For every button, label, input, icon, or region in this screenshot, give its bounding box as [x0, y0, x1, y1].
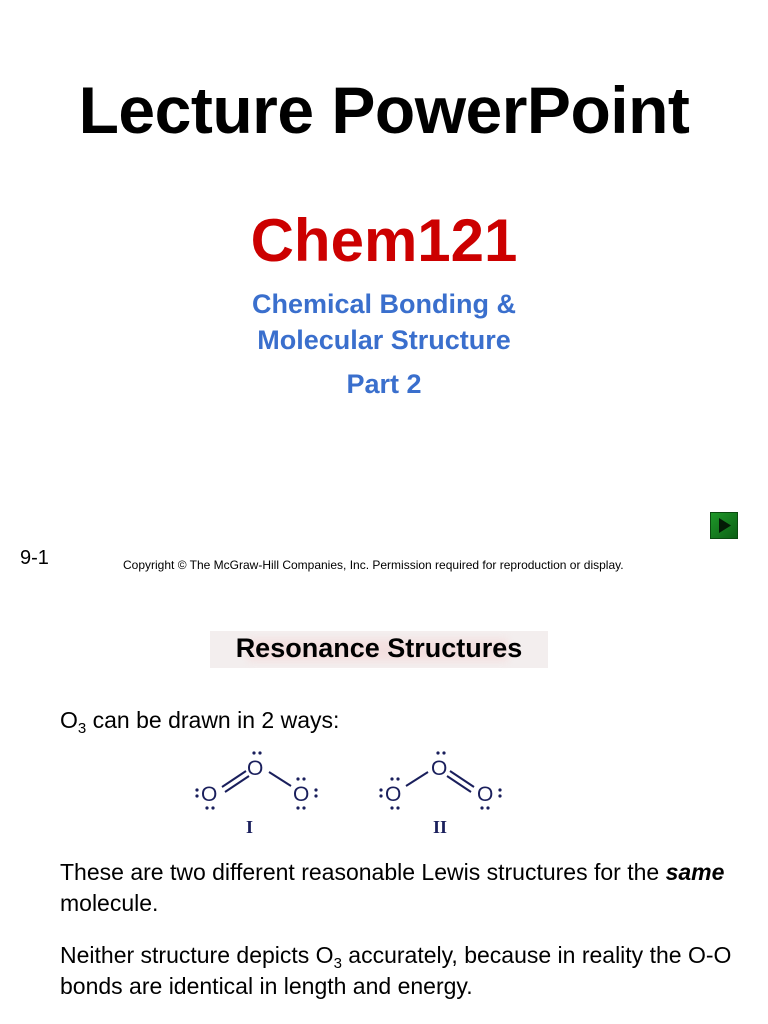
atom-o-left: O [201, 783, 218, 806]
slide-heading: Resonance Structures [235, 633, 523, 663]
atom-o-right: O [477, 783, 494, 806]
structure-I [195, 751, 317, 837]
atom-o-center: O [247, 757, 264, 780]
lecture-title: Lecture PowerPoint [78, 73, 690, 147]
atom-o-center: O [431, 757, 448, 780]
atom-o-left: O [385, 783, 402, 806]
play-triangle-icon [710, 512, 738, 539]
copyright-notice: Copyright © The McGraw-Hill Companies, Inc. Permission required for reproduction or display. [123, 558, 624, 572]
paragraph-identical-bonds: Neither structure depicts $O_3$ accurately, because in reality the O-O bonds are identical in length and energy. [60, 942, 732, 999]
emphasis-same: same [665, 859, 725, 885]
structure-II [379, 751, 501, 837]
topic-line-2: Molecular Structure [257, 325, 511, 355]
ozone-lewis-structures [180, 740, 540, 850]
structure-label-I: I [246, 817, 254, 837]
part-label: Part 2 [346, 369, 422, 399]
structure-label-II: II [433, 817, 448, 837]
o3-statement: $O_3$ can be drawn in 2 ways: [60, 707, 340, 737]
paragraph-same-molecule: These are two different reasonable Lewis structures for the same molecule. [60, 859, 725, 916]
topic-line-1: Chemical Bonding & [251, 289, 516, 319]
atom-o-right: O [293, 783, 310, 806]
next-slide-button[interactable] [710, 512, 738, 539]
slide-heading-box [210, 631, 548, 668]
course-title: Chem121 [250, 207, 518, 274]
slide-number: 9-1 [20, 547, 49, 569]
